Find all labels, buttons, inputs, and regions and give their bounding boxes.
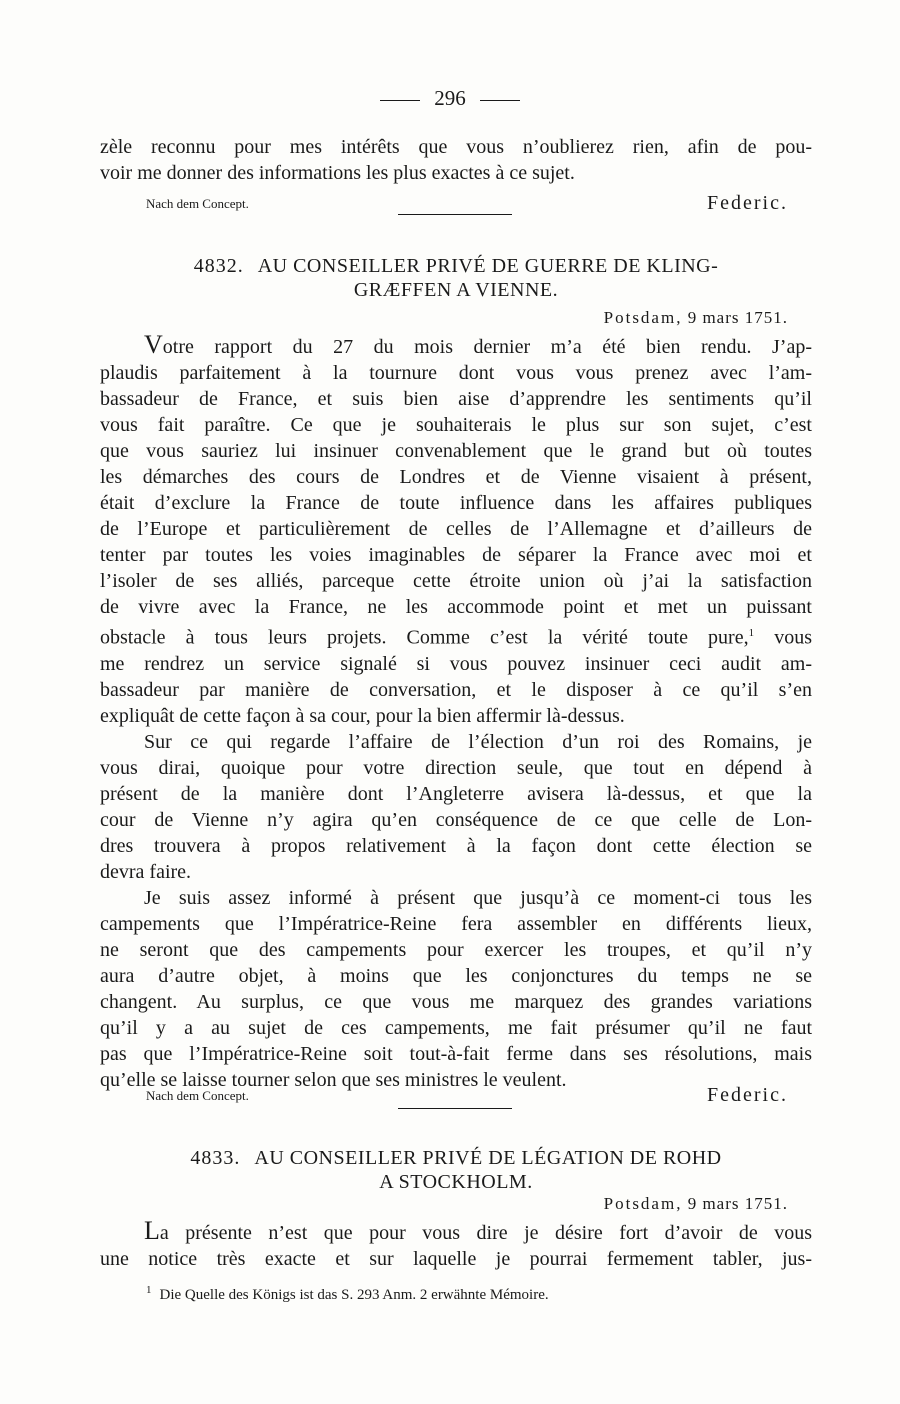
paragraph-1 [100,360,812,729]
signature: Federic. [707,1084,788,1106]
text-line: qu’il y a au sujet de ces campements, me fait présumer qu’il ne faut [100,1016,812,1039]
heading-line-1 [100,1146,812,1170]
text-line: cour de Vienne n’y agira qu’en conséquence de ce que celle de Lon- [100,808,812,831]
text-line: vous fait paraître. Ce que je souhaiterais le plus sur son sujet, c’est [100,414,812,436]
text-line: devra faire. [100,860,192,883]
heading-line-2: GRÆFFEN A VIENNE. [353,279,559,301]
text-line: présent de la manière dont l’Angleterre avisera là-dessus, et que la [100,782,812,805]
heading-line-1 [100,254,812,278]
dateline-place: Potsdam, [603,308,683,327]
continuation-text [100,134,812,186]
section-divider [398,214,512,215]
text-line: zèle reconnu pour mes intérêts que vous n’oublierez rien, afin de pou- [100,136,812,158]
text-line: campements que l’Impératrice-Reine fera assembler en différents lieux, [100,912,812,935]
text-line: pas que l’Impératrice-Reine soit tout-à-fait ferme dans ses résolutions, mais [100,1042,812,1065]
text-line: plaudis parfaitement à la tournure dont vous vous prenez avec l’am- [100,362,812,384]
paragraph-3 [100,885,812,1093]
dateline-date: 9 mars 1751. [687,308,788,327]
paragraph-1-first [100,1218,812,1246]
drop-capital: L [144,1216,160,1245]
letter-4832-heading [100,254,812,302]
letter-number: 4832. [193,255,244,277]
text-line: une notice très exacte et sur laquelle je pourrai fermement tabler, jus- [100,1248,812,1270]
signature: Federic. [707,192,788,214]
letter-4833-heading [100,1146,812,1194]
text-line: ne seront que des campements pour exercer les troupes, et qu’il n’y [100,938,812,961]
page-number: 296 [434,86,466,110]
source-note: Nach dem Concept. [146,1088,249,1103]
text-line [100,620,812,651]
source-note: Nach dem Concept. [146,196,249,211]
drop-capital: V [144,330,163,359]
text-line: dres trouvera à propos relativement à la façon dont cette élection se [100,834,812,857]
letter-4833-dateline [604,1194,788,1214]
text-line: me rendrez un service signalé si vous pouvez insinuer ceci audit am- [100,652,812,675]
text-line: que vous sauriez lui insinuer convenablement que le grand but où toutes [100,440,812,462]
letter-4832-dateline [604,308,788,328]
heading-text: AU CONSEILLER PRIVÉ DE LÉGATION DE ROHD [254,1147,722,1169]
heading-text: AU CONSEILLER PRIVÉ DE GUERRE DE KLING- [257,255,719,277]
line-text: a présente n’est que pour vous dire je désire fort d’avoir de vous [159,1222,812,1244]
heading-line-2: A STOCKHOLM. [379,1171,533,1193]
text-line: bassadeur de France, et suis bien aise d’apprendre les sentiments qu’il [100,388,812,410]
page-header [0,86,900,111]
letter-number: 4833. [190,1147,241,1169]
dateline-place: Potsdam, [603,1194,683,1213]
line-text: otre rapport du 27 du mois dernier m’a été bien rendu. J’ap- [162,336,812,358]
footnote [146,1284,549,1304]
letter-4832-closing [146,1084,788,1110]
text-line: voir me donner des informations les plus exactes à ce sujet. [100,162,575,184]
letter-4832-body [100,332,812,1093]
header-dash-left [380,100,420,101]
paragraph-1-first [100,332,812,360]
line-text: vous [754,626,812,649]
text-line: qu’elle se laisse tourner selon que ses ministres le veulent. [100,1068,567,1091]
text-line: Je suis assez informé à présent que jusqu’à ce moment-ci tous les [144,886,812,909]
text-line: aura d’autre objet, à moins que les conjonctures du temps ne se [100,964,812,987]
text-line: de vivre avec la France, ne les accommode point et met un puissant [100,596,812,618]
letter-4833-body [100,1218,812,1272]
text-line: expliquât de cette façon à sa cour, pour la bien affermir là-dessus. [100,704,625,727]
line-text: obstacle à tous leurs projets. Comme c’est la vérité toute pure, [100,626,749,649]
dateline-date: 9 mars 1751. [687,1194,788,1213]
text-line [144,1218,812,1246]
footnote-reference[interactable]: 1 [748,627,755,639]
text-line [144,332,812,360]
header-dash-right [480,100,520,101]
footnote-mark: 1 [146,1284,152,1296]
paragraph-2 [100,729,812,885]
text-line: Sur ce qui regarde l’affaire de l’élection d’un roi des Romains, je [144,730,812,753]
text-line: l’isoler de ses alliés, parceque cette étroite union où j’ai la satisfaction [100,570,812,592]
text-line: tenter par toutes les voies imaginables de séparer la France avec moi et [100,544,812,566]
text-line: vous dirai, quoique pour votre direction seule, que tout en dépend à [100,756,812,779]
paragraph-1 [100,1246,812,1272]
footnote-text: Die Quelle des Königs ist das S. 293 Anm. 2 erwähnte Mémoire. [159,1287,549,1303]
text-line: les démarches des cours de Londres et de Vienne visaient à présent, [100,466,812,488]
text-line: était d’exclure la France de toute influence dans les affaires publiques [100,492,812,514]
text-line: changent. Au surplus, ce que vous me marquez des grandes variations [100,990,812,1013]
section-divider [398,1108,512,1109]
text-line: bassadeur par manière de conversation, et le disposer à ce qu’il s’en [100,678,812,701]
text-line: de l’Europe et particulièrement de celles de l’Allemagne et d’ailleurs de [100,518,812,540]
